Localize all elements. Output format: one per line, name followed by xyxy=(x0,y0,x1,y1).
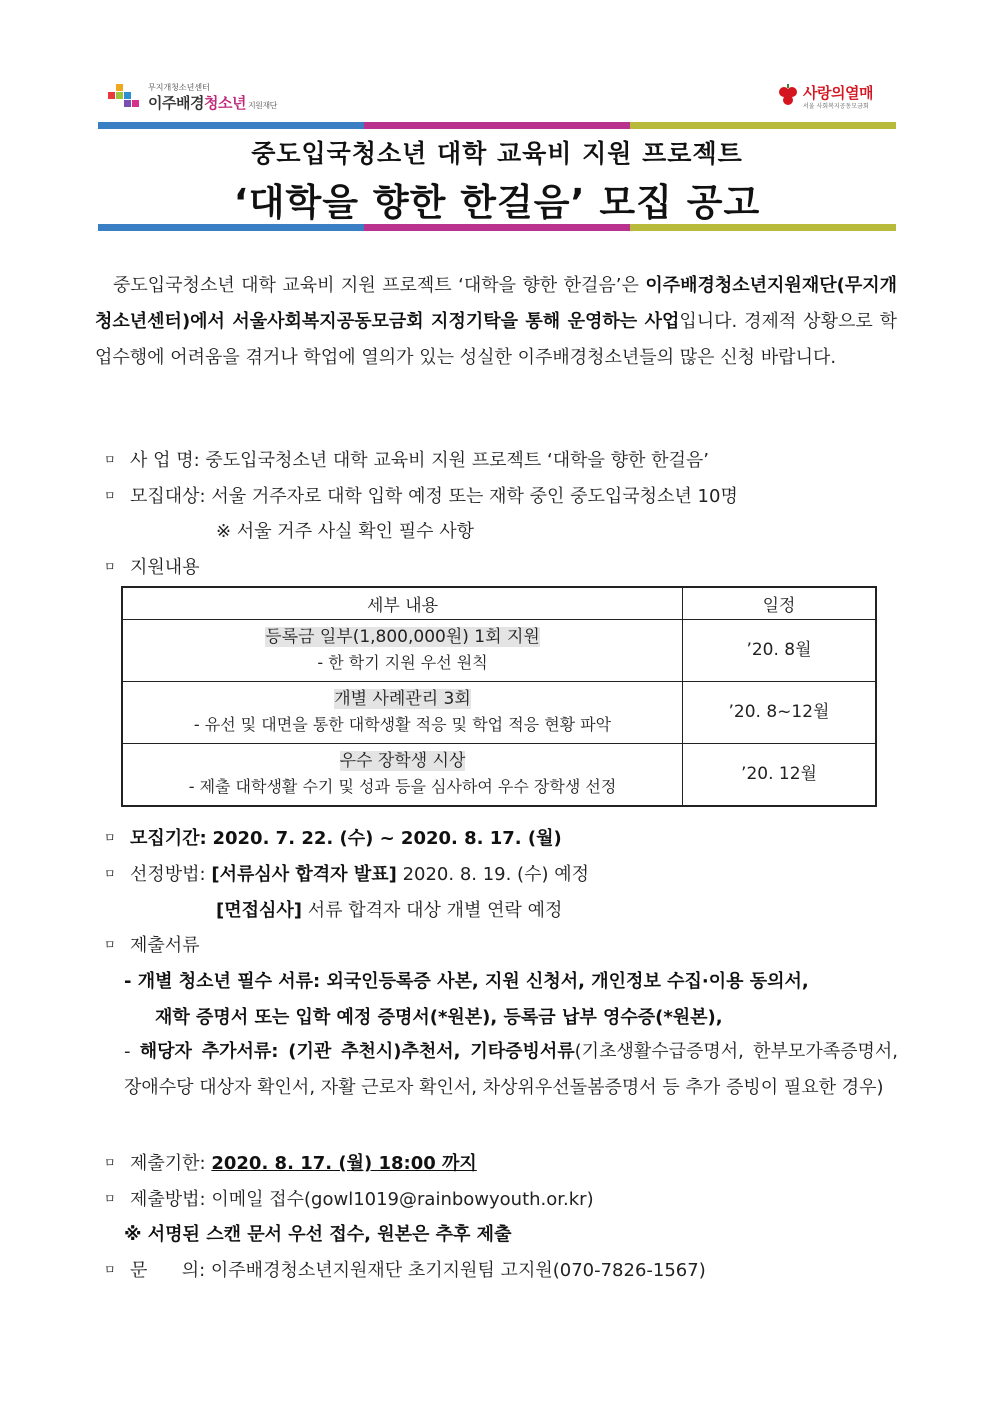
logo-right-main: 사랑의열매 xyxy=(803,84,873,102)
interview-value: 서류 합격자 대상 개별 연락 예정 xyxy=(302,900,563,921)
logo-suffix: 지원재단 xyxy=(247,101,277,110)
table-cell-schedule: ’20. 8월 xyxy=(683,620,877,682)
bullet-icon: ㅁ xyxy=(104,831,116,845)
business-label: 사 업 명: xyxy=(130,450,200,471)
required-docs-text-2: 재학 증명서 또는 입학 예정 증명서(*원본), 등록금 납부 영수증(*원본), xyxy=(155,1007,723,1028)
love-fruit-icon xyxy=(776,84,800,108)
table-cell-schedule: ’20. 8~12월 xyxy=(683,682,877,744)
logo-right-sub: 서울 사회복지공동모금회 xyxy=(803,103,869,110)
bullet-icon: ㅁ xyxy=(104,560,116,574)
selection-label: 선정방법: xyxy=(130,864,206,885)
bullet-icon: ㅁ xyxy=(104,1156,116,1170)
title-line-2: ‘대학을 향한 한걸음’ 모집 공고 xyxy=(233,181,761,224)
deadline-label: 제출기한: xyxy=(130,1153,206,1174)
interview-row xyxy=(216,896,562,922)
method-value: 이메일 접수(gowl1019@rainbowyouth.or.kr) xyxy=(211,1189,594,1210)
business-value: 중도입국청소년 대학 교육비 지원 프로젝트 ‘대학을 향한 한걸음’ xyxy=(205,450,709,471)
table-header-row xyxy=(122,587,876,620)
period-value: 2020. 7. 22. (수) ~ 2020. 8. 17. (월) xyxy=(212,828,562,849)
support-row xyxy=(104,553,200,579)
period-row xyxy=(104,824,562,850)
deadline-value: 2020. 8. 17. (월) 18:00 까지 xyxy=(211,1153,477,1174)
table-row xyxy=(122,620,876,682)
row-detail: - 유선 및 대면을 통한 대학생활 적응 및 학업 적응 현황 파악 xyxy=(193,715,612,734)
table-cell-detail xyxy=(122,620,683,682)
table-header-schedule: 일정 xyxy=(683,587,877,620)
logo-main-b: 청소년 xyxy=(203,94,246,112)
bullet-icon: ㅁ xyxy=(104,1263,116,1277)
method-note-text: ※ 서명된 스캔 문서 우선 접수, 원본은 추후 제출 xyxy=(124,1224,512,1245)
love-fruit-logo xyxy=(776,82,896,112)
required-docs-line-1 xyxy=(124,967,809,993)
target-label: 모집대상: xyxy=(130,486,206,507)
additional-docs xyxy=(124,1034,898,1106)
row-title: 개별 사례관리 3회 xyxy=(334,689,471,709)
table-row xyxy=(122,682,876,744)
selection-doc-bold: [서류심사 합격자 발표] xyxy=(211,864,397,885)
bullet-icon: ㅁ xyxy=(104,489,116,503)
intro-text-2: 입니다. 경제적 상황으로 학업수행에 어려움을 겪거나 학업에 열의가 있는 성실한 이주배경청소년들의 많은 신청 바랍니다. xyxy=(95,311,897,368)
contact-row xyxy=(104,1256,706,1282)
additional-docs-bold: 해당자 추가서류: (기관 추천시)추천서, 기타증빙서류 xyxy=(139,1041,575,1062)
documents-row xyxy=(104,931,200,957)
logo-main-text xyxy=(148,92,277,113)
deadline-row xyxy=(104,1149,477,1175)
row-title: 등록금 일부(1,800,000원) 1회 지원 xyxy=(265,627,540,647)
intro-text-1: 중도입국청소년 대학 교육비 지원 프로젝트 ‘대학을 향한 한걸음’은 xyxy=(113,275,646,296)
required-docs-line-2 xyxy=(155,1003,723,1029)
bullet-icon: ㅁ xyxy=(104,1192,116,1206)
table-header-detail: 세부 내용 xyxy=(122,587,683,620)
intro-paragraph xyxy=(95,268,897,376)
row-detail: - 제출 대학생활 수기 및 성과 등을 심사하여 우수 장학생 선정 xyxy=(188,777,617,796)
business-name-row xyxy=(104,446,709,472)
top-color-rule xyxy=(98,122,896,129)
selection-doc-value: 2020. 8. 19. (수) 예정 xyxy=(396,864,589,885)
additional-dash: - xyxy=(124,1041,140,1062)
bullet-icon: ㅁ xyxy=(104,453,116,467)
table-cell-detail xyxy=(122,682,683,744)
row-title: 우수 장학생 시상 xyxy=(339,751,466,771)
support-label: 지원내용 xyxy=(130,557,200,578)
title-line-1: 중도입국청소년 대학 교육비 지원 프로젝트 xyxy=(251,139,743,168)
interview-bold: [면접심사] xyxy=(216,900,303,921)
mosaic-logo-icon xyxy=(108,84,140,108)
required-docs-text-1: - 개별 청소년 필수 서류: 외국인등록증 사본, 지원 신청서, 개인정보 수집·이용 동의서, xyxy=(124,971,809,992)
support-table xyxy=(121,586,877,807)
documents-label: 제출서류 xyxy=(130,935,200,956)
rainbow-center-logo xyxy=(108,80,298,114)
table-row xyxy=(122,744,876,807)
bullet-icon: ㅁ xyxy=(104,867,116,881)
target-row xyxy=(104,482,738,508)
table-cell-detail xyxy=(122,744,683,807)
method-label: 제출방법: xyxy=(130,1189,206,1210)
selection-row xyxy=(104,860,589,886)
method-note xyxy=(124,1220,511,1246)
additional-docs-rest: (기초생활수급증명서, 한부모가족증명서, 장애수당 대상자 확인서, 자활 근로자 확인서, 차상위우선돌봄증명서 등 추가 증빙이 필요한 경우) xyxy=(124,1041,898,1098)
logo-small-text: 무지개청소년센터 xyxy=(148,83,210,92)
period-label: 모집기간: xyxy=(130,828,207,849)
method-row xyxy=(104,1185,594,1211)
contact-value: 이주배경청소년지원재단 초기지원팀 고지원(070-7826-1567) xyxy=(210,1260,706,1281)
table-cell-schedule: ’20. 12월 xyxy=(683,744,877,807)
bottom-color-rule xyxy=(98,224,896,231)
target-note: ※ 서울 거주 사실 확인 필수 사항 xyxy=(216,521,475,542)
row-detail: - 한 학기 지원 우선 원칙 xyxy=(317,653,488,672)
contact-label: 문 의: xyxy=(130,1260,206,1281)
target-value: 서울 거주자로 대학 입학 예정 또는 재학 중인 중도입국청소년 10명 xyxy=(211,486,738,507)
logo-main-a: 이주배경 xyxy=(148,94,204,112)
intro-text-bold: 이주배경청소년지원재단(무지개청소년센터)에서 서울사회복지공동모금회 지정기탁을 통해 운영하는 사업 xyxy=(95,275,897,332)
bullet-icon: ㅁ xyxy=(104,938,116,952)
